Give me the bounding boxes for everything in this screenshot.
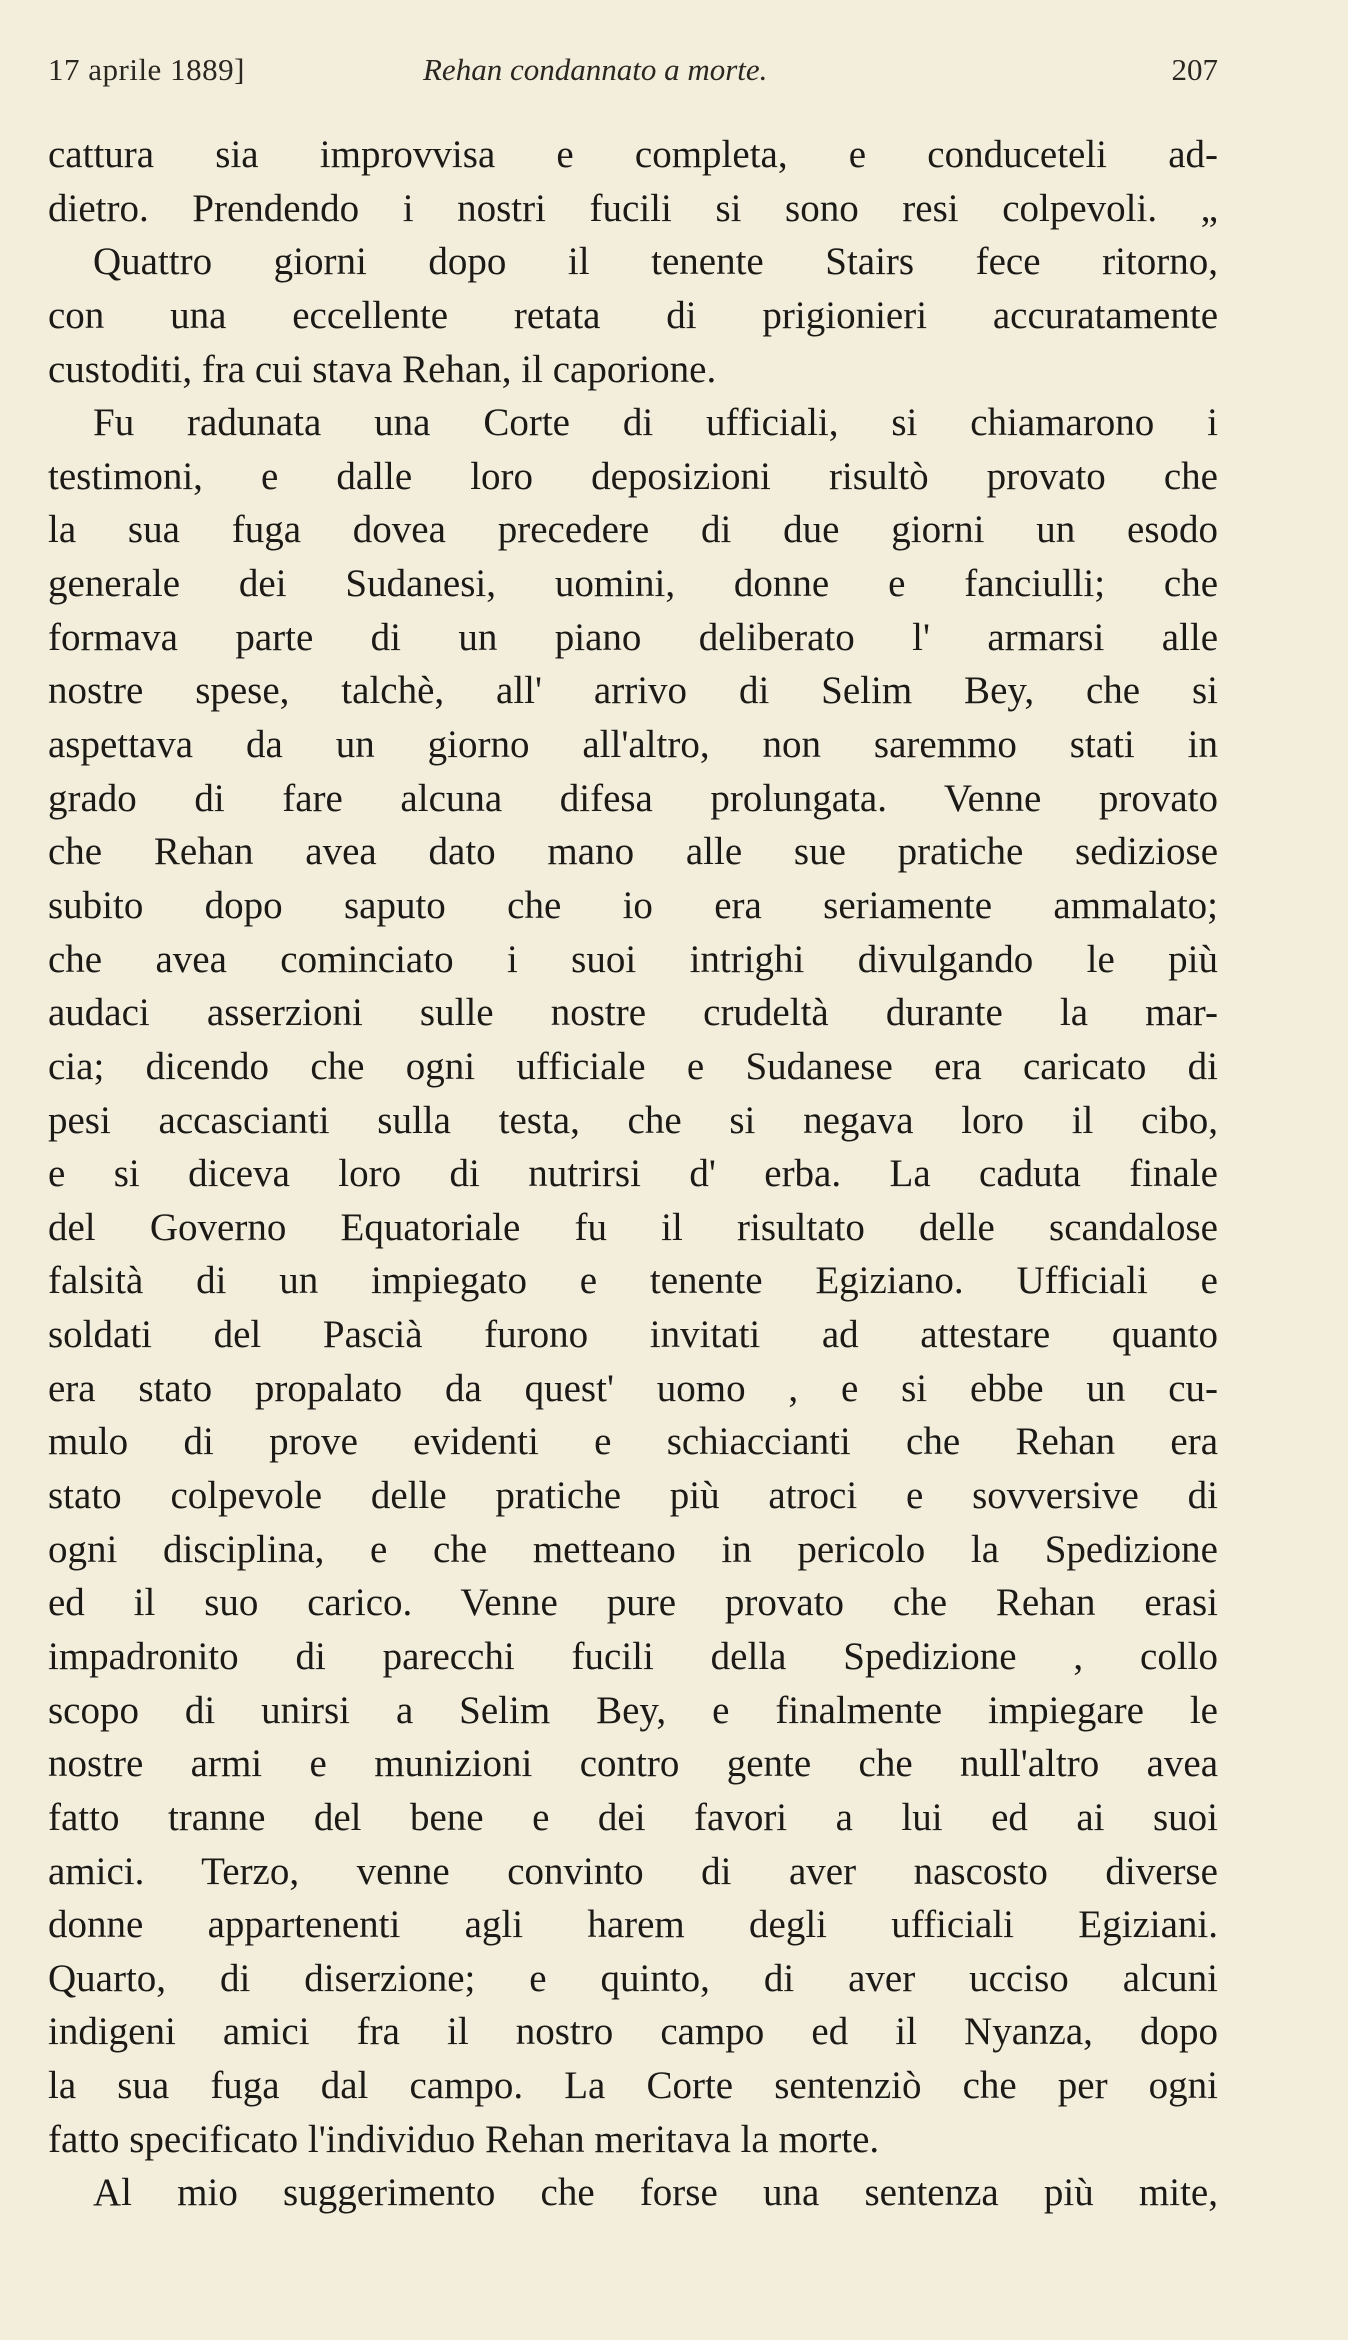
text-line: che avea cominciato i suoi intrighi divulgando le più [48, 937, 1218, 981]
text-line: formava parte di un piano deliberato l' armarsi alle [48, 615, 1218, 659]
page-number: 207 [1171, 52, 1218, 87]
paragraph-start-line: Al mio suggerimento che forse una sentenza più mite, [93, 2171, 1218, 2215]
text-line: stato colpevole delle pratiche più atroci e sovversive di [48, 1474, 1218, 1518]
paragraph-start-line: Quattro giorni dopo il tenente Stairs fece ritorno, [93, 240, 1218, 284]
text-line: era stato propalato da quest' uomo , e si ebbe un cu- [48, 1366, 1218, 1410]
paragraph-start-line: Fu radunata una Corte di ufficiali, si chiamarono i [93, 401, 1218, 445]
header-title: Rehan condannato a morte. [423, 52, 768, 87]
text-line: fatto tranne del bene e dei favori a lui ed ai suoi [48, 1795, 1218, 1839]
text-line: Quarto, di diserzione; e quinto, di aver ucciso alcuni [48, 1956, 1218, 2000]
text-line: e si diceva loro di nutrirsi d' erba. La caduta finale [48, 1152, 1218, 1196]
text-line: nostre spese, talchè, all' arrivo di Selim Bey, che si [48, 669, 1218, 713]
text-line: indigeni amici fra il nostro campo ed il Nyanza, dopo [48, 2010, 1218, 2054]
running-header [48, 52, 1218, 96]
text-line: audaci asserzioni sulle nostre crudeltà durante la mar- [48, 991, 1218, 1035]
text-line: subito dopo saputo che io era seriamente ammalato; [48, 883, 1218, 927]
text-line: cattura sia improvvisa e completa, e conduceteli ad- [48, 133, 1218, 176]
text-line: impadronito di parecchi fucili della Spedizione , collo [48, 1634, 1218, 1678]
text-line: ogni disciplina, e che metteano in pericolo la Spedizione [48, 1527, 1218, 1571]
text-line: dietro. Prendendo i nostri fucili si sono resi colpevoli. „ [48, 186, 1218, 230]
text-line: scopo di unirsi a Selim Bey, e finalmente impiegare le [48, 1688, 1218, 1732]
text-line: aspettava da un giorno all'altro, non saremmo stati in [48, 723, 1218, 767]
text-line: generale dei Sudanesi, uomini, donne e fanciulli; che [48, 562, 1218, 606]
body-text [48, 128, 1218, 2220]
text-line: la sua fuga dal campo. La Corte sentenziò che per ogni [48, 2064, 1218, 2108]
text-line: falsità di un impiegato e tenente Egiziano. Ufficiali e [48, 1259, 1218, 1303]
text-line: pesi accascianti sulla testa, che si negava loro il cibo, [48, 1098, 1218, 1142]
text-line: testimoni, e dalle loro deposizioni risultò provato che [48, 454, 1218, 498]
text-line: ed il suo carico. Venne pure provato che Rehan erasi [48, 1581, 1218, 1625]
text-line: donne appartenenti agli harem degli ufficiali Egiziani. [48, 1903, 1218, 1947]
text-line: mulo di prove evidenti e schiaccianti che Rehan era [48, 1420, 1218, 1464]
text-line: che Rehan avea dato mano alle sue pratiche sediziose [48, 830, 1218, 874]
paragraph-end-line: fatto specificato l'individuo Rehan meritava la morte. [48, 2117, 880, 2161]
text-line: cia; dicendo che ogni ufficiale e Sudanese era caricato di [48, 1044, 1218, 1088]
paragraph-end-line: custoditi, fra cui stava Rehan, il caporione. [48, 347, 717, 391]
text-line: la sua fuga dovea precedere di due giorni un esodo [48, 508, 1218, 552]
text-line: soldati del Pascià furono invitati ad attestare quanto [48, 1313, 1218, 1357]
text-line: amici. Terzo, venne convinto di aver nascosto diverse [48, 1849, 1218, 1893]
header-date: 17 aprile 1889] [48, 52, 245, 87]
text-line: del Governo Equatoriale fu il risultato delle scandalose [48, 1205, 1218, 1249]
text-line: grado di fare alcuna difesa prolungata. Venne provato [48, 776, 1218, 820]
text-line: con una eccellente retata di prigionieri accuratamente [48, 293, 1218, 337]
text-line: nostre armi e munizioni contro gente che null'altro avea [48, 1742, 1218, 1786]
